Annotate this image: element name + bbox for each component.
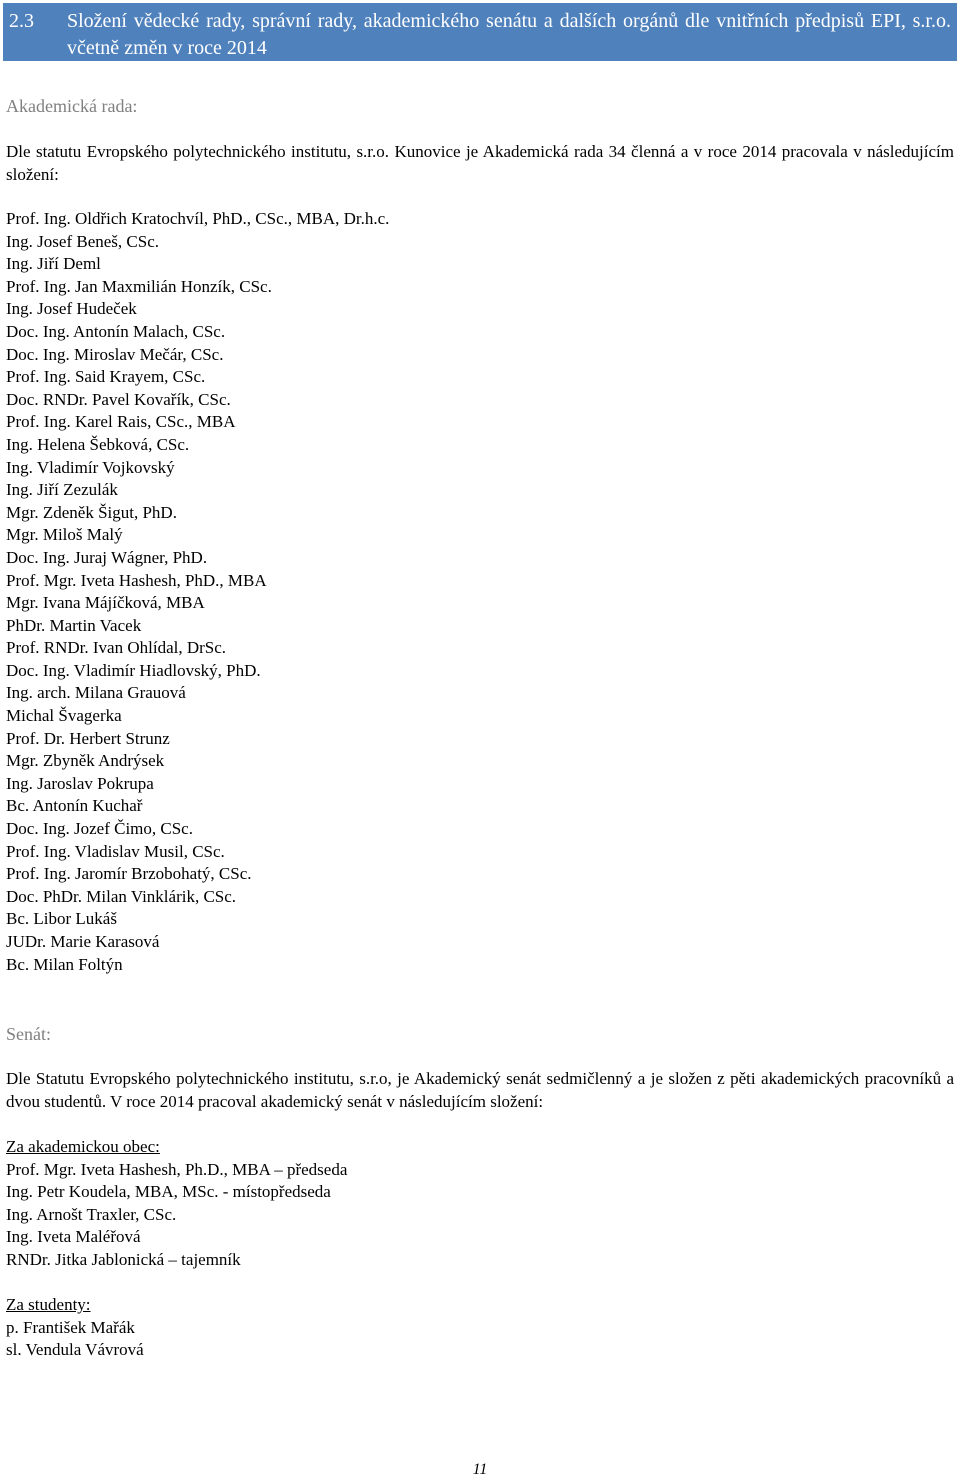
list-item: Ing. Jiří Deml — [6, 254, 101, 274]
list-item: Ing. Josef Hudeček — [6, 299, 137, 319]
list-item: Prof. Dr. Herbert Strunz — [6, 728, 170, 748]
academic-council-member-list — [6, 208, 389, 976]
list-item: Prof. Mgr. Iveta Hashesh, PhD., MBA — [6, 570, 267, 590]
list-item: Ing. Jaroslav Pokrupa — [6, 773, 154, 793]
list-item: Doc. Ing. Miroslav Mečár, CSc. — [6, 344, 224, 364]
list-item: PhDr. Martin Vacek — [6, 615, 142, 635]
list-item: Ing. Helena Šebková, CSc. — [6, 434, 190, 454]
list-item: JUDr. Marie Karasová — [6, 932, 160, 951]
list-item: Ing. Josef Beneš, CSc. — [6, 231, 159, 251]
list-item: Prof. Mgr. Iveta Hashesh, Ph.D., MBA – předseda — [6, 1159, 348, 1179]
list-item: Doc. PhDr. Milan Vinklárik, CSc. — [6, 886, 237, 906]
academic-council-title: Akademická rada: — [6, 96, 138, 116]
list-item: Prof. Ing. Vladislav Musil, CSc. — [6, 841, 225, 861]
list-item: Prof. Ing. Said Krayem, CSc. — [6, 367, 206, 387]
list-item: Prof. Ing. Jaromír Brzobohatý, CSc. — [6, 864, 252, 884]
list-item: Mgr. Miloš Malý — [6, 525, 123, 545]
list-item: Prof. RNDr. Ivan Ohlídal, DrSc. — [6, 638, 227, 658]
list-item: Mgr. Ivana Májíčková, MBA — [6, 593, 205, 613]
list-item: Doc. Ing. Vladimír Hiadlovský, PhD. — [6, 660, 261, 680]
page-number: 11 — [472, 1461, 488, 1478]
list-item: Prof. Ing. Jan Maxmilián Honzík, CSc. — [6, 276, 272, 296]
section-heading-bar — [3, 3, 957, 61]
academic-group-member-list — [6, 1159, 347, 1272]
list-item: Ing. arch. Milana Grauová — [6, 683, 186, 703]
list-item: Doc. Ing. Juraj Wágner, PhD. — [6, 547, 208, 567]
student-group-title: Za studenty: — [6, 1295, 91, 1314]
list-item: Michal Švagerka — [6, 706, 122, 726]
list-item: p. František Mařák — [6, 1317, 135, 1337]
list-item: Bc. Antonín Kuchař — [6, 796, 143, 816]
academic-group-title: Za akademickou obec: — [6, 1137, 160, 1156]
list-item: Doc. Ing. Jozef Čimo, CSc. — [6, 819, 193, 839]
list-item: Prof. Ing. Oldřich Kratochvíl, PhD., CSc., MBA, Dr.h.c. — [6, 209, 390, 228]
list-item: Mgr. Zdeněk Šigut, PhD. — [6, 502, 177, 522]
list-item: Doc. RNDr. Pavel Kovařík, CSc. — [6, 389, 231, 409]
academic-council-intro: Dle statutu Evropského polytechnického institutu, s.r.o. Kunovice je Akademická rada 34 členná a v roce 2014 pracovala v následujícím složení: — [6, 142, 954, 184]
senate-intro: Dle Statutu Evropského polytechnického institutu, s.r.o, je Akademický senát sedmičlenný a je složen z pěti akademických pracovníků a dvou studentů. V roce 2014 pracoval akademický senát v následujícím složení: — [6, 1069, 954, 1111]
senate-title: Senát: — [6, 1024, 51, 1044]
section-title: Složení vědecké rady, správní rady, akademického senátu a dalších orgánů dle vnitřních předpisů EPI, s.r.o. včetně změn v roce 2014 — [67, 10, 951, 59]
list-item: Prof. Ing. Karel Rais, CSc., MBA — [6, 412, 236, 432]
list-item: Ing. Jiří Zezulák — [6, 480, 118, 500]
list-item: Ing. Iveta Maléřová — [6, 1227, 141, 1247]
list-item: Doc. Ing. Antonín Malach, CSc. — [6, 321, 226, 341]
list-item: Ing. Vladimír Vojkovský — [6, 457, 175, 477]
section-number: 2.3 — [9, 10, 34, 32]
list-item: Bc. Milan Foltýn — [6, 954, 123, 974]
list-item: sl. Vendula Vávrová — [6, 1340, 144, 1360]
list-item: Ing. Arnošt Traxler, CSc. — [6, 1204, 177, 1224]
list-item: RNDr. Jitka Jablonická – tajemník — [6, 1249, 241, 1269]
list-item: Bc. Libor Lukáš — [6, 909, 117, 929]
student-group-member-list — [6, 1317, 144, 1362]
list-item: Mgr. Zbyněk Andrýsek — [6, 751, 165, 771]
list-item: Ing. Petr Koudela, MBA, MSc. - místopředseda — [6, 1182, 331, 1202]
